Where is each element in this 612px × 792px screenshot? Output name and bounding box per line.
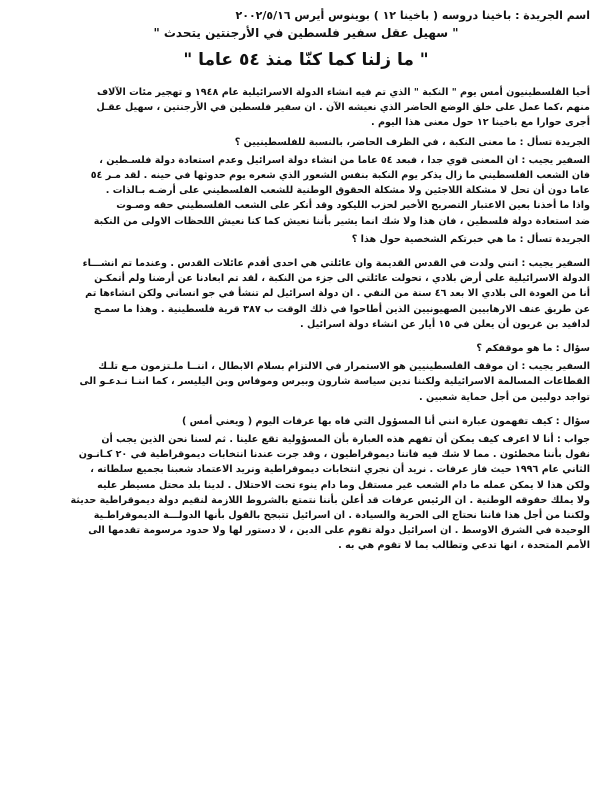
text-line: فان الشعب الفلسطيني ما زال يذكر يوم النكبة بنفس الشعور الذي شعره يوم حدوثها في حينه . لقد مـر ٥٤ (90, 170, 590, 182)
text-line: القطاعات المسالمة الاسرائيلية ولكننا ندين سياسة شارون وبيرس وموفاس وبن اليليسر ، كما اننـا نـدعـو الى (79, 376, 590, 388)
intro-paragraph (22, 85, 590, 131)
text-line: السفير يجيب : ان موقف الفلسطينيين هو الاستمرار في الالتزام بسلام الابطال ، اننــا ملـتزمون مـع تلـك (98, 361, 590, 373)
article-section (22, 341, 590, 356)
article-section (22, 256, 590, 332)
text-line: سؤال : ما هو موقفكم ؟ (476, 343, 590, 355)
article-section (22, 359, 590, 405)
intro-line: منهم ،كما عمل على خلق الوضع الحاضر الذي نعيشه الآن . ان سفير فلسطين في الأرجنتين ، سهيل عقـل (96, 102, 590, 114)
article-section (22, 153, 590, 229)
text-line: لدافيد بن غريون أن يعلن في ١٥ أيار عن انشاء دولة اسرائيل . (300, 318, 590, 330)
text-line: السفير يجيب : ان المعنى قوي جدا ، فبعد ٥٤ عاما من انشاء دولة اسرائيل وعدم استعادة دولة فلسـطين ، (99, 154, 590, 166)
article-headline: " ما زلنا كما كنّا منذ ٥٤ عاما " (183, 50, 429, 70)
text-line: الدولة الاسرائيلية على أرض بلادي ، تحولت عائلتي الى جزء من النكبة ، لقد تم ابعادنا عن أرضنا ولم أتمكـن (94, 273, 590, 285)
intro-line: أحيا الفلسطينيون أمس يوم " النكبة " الذي تم فيه انشاء الدولة الاسرائيلية عام ١٩٤٨ و تهجير مئات الآلاف (97, 87, 590, 98)
article-subtitle: " سهيل عقل سفير فلسطين في الأرجنتين يتحدث " (153, 26, 459, 40)
text-line: عن طريق عنف الارهابيين الصهيونيين الذين أطاحوا في ذلك الوقت ب ٣٨٧ قرية فلسطينية . وهذا ما سمـح (93, 303, 590, 315)
text-line: الجريدة تسأل : ما معنى النكبة ، في الظرف الحاضر، بالنسبة للفلسطينيين ؟ (234, 136, 590, 148)
text-line: الأمم المتحدة ، انها تدعي وتطالب بما لا تقوم هي به . (338, 540, 590, 552)
article-section (22, 232, 590, 247)
article-section (22, 135, 590, 150)
text-line: أنا من العودة الى بلادي الا بعد ٤٦ سنة من النفي . ان دولة اسرائيل لم تنشأ في جو انساني ولكن انشاءها تم (85, 288, 590, 300)
text-line: نقول بأننا مخطئون . مما لا شك فيه فاننا ديموقراطيون ، وقد جرت عندنا انتخابات ديموقراطية في ٢٠ كـانـون (78, 449, 590, 461)
text-line: الثاني عام ١٩٩٦ حيث فاز عرفات . نريد أن نجري انتخابات ديموقراطية ونريد الاعتماد شعبنا بجميع سلطاته ، (90, 464, 590, 476)
text-line: عاما دون أن تحل لا مشكلة اللاجئين ولا مشكلة الحقوق الوطنية للشعب الفلسطيني على أرضـه بـالذات . (105, 185, 590, 197)
text-line: ضد استعادة دولة فلسطين ، فان هذا ولا شك انما يشير بأننا نعيش كما كنا نعيش اللحظات الاولى من النكبة (93, 215, 590, 227)
article-body (22, 135, 590, 554)
text-line: ولكننا من أجل هذا فاننا نحتاج الى الحرية والسيادة . ان اسرائيل تتبجح بالقول بأنها الدولـــة الديموقراطـية (93, 510, 590, 522)
source-line: اسم الجريدة : باخينا دروسه ( باخينا ١٢ ) بوينوس أيرس ٢٠٠٢/٥/١٦ (235, 9, 590, 22)
article-section (22, 432, 590, 554)
intro-line: أجرى حوارا مع باخينا ١٢ حول معنى هذا اليوم . (370, 117, 590, 129)
text-line: تواجد دوليين من أجل حماية شعبين . (418, 391, 590, 403)
article-section (22, 414, 590, 429)
text-line: السفير يجيب : انني ولدت في القدس القديمة وان عائلتي هي احدى أقدم عائلات القدس . وعندما تم انشـــاء (82, 258, 590, 270)
text-line: الوحيدة في الشرق الاوسط . ان اسرائيل دولة تقوم على الدين ، لا دستور لها ولا حدود مرسومة تقدمها الى (88, 525, 590, 537)
text-line: جواب : أنا لا اعرف كيف يمكن أن تفهم هذه العبارة بأن المسؤولية تقع علينا . ثم لسنا نحن الذين يجب أن (101, 434, 590, 446)
text-line: ولا يملك حقوقه الوطنية . ان الرئيس عرفات قد أعلن بأننا نتمتع بالشروط اللازمة لنقيم دولة ديموقراطية حديثة (70, 494, 590, 506)
text-line: ولكن هذا لا يمكن عمله ما دام الشعب غير مستقل وما دام ينوء تحت الاحتلال . لدينا بلد محتل مسيطر عليه (97, 479, 590, 491)
text-line: واذا ما أخذنا بعين الاعتبار التصريح الأخير لحزب الليكود وقد أنكر على الشعب الفلسطيني حقه وصـوت (116, 200, 590, 212)
text-line: سؤال : كيف تفهمون عبارة انني أنا المسؤول التي فاه بها عرفات اليوم ( ويعني أمس ) (181, 415, 590, 427)
text-line: الجريدة تسأل : ما هي خبرتكم الشخصية حول هذا ؟ (351, 233, 590, 245)
